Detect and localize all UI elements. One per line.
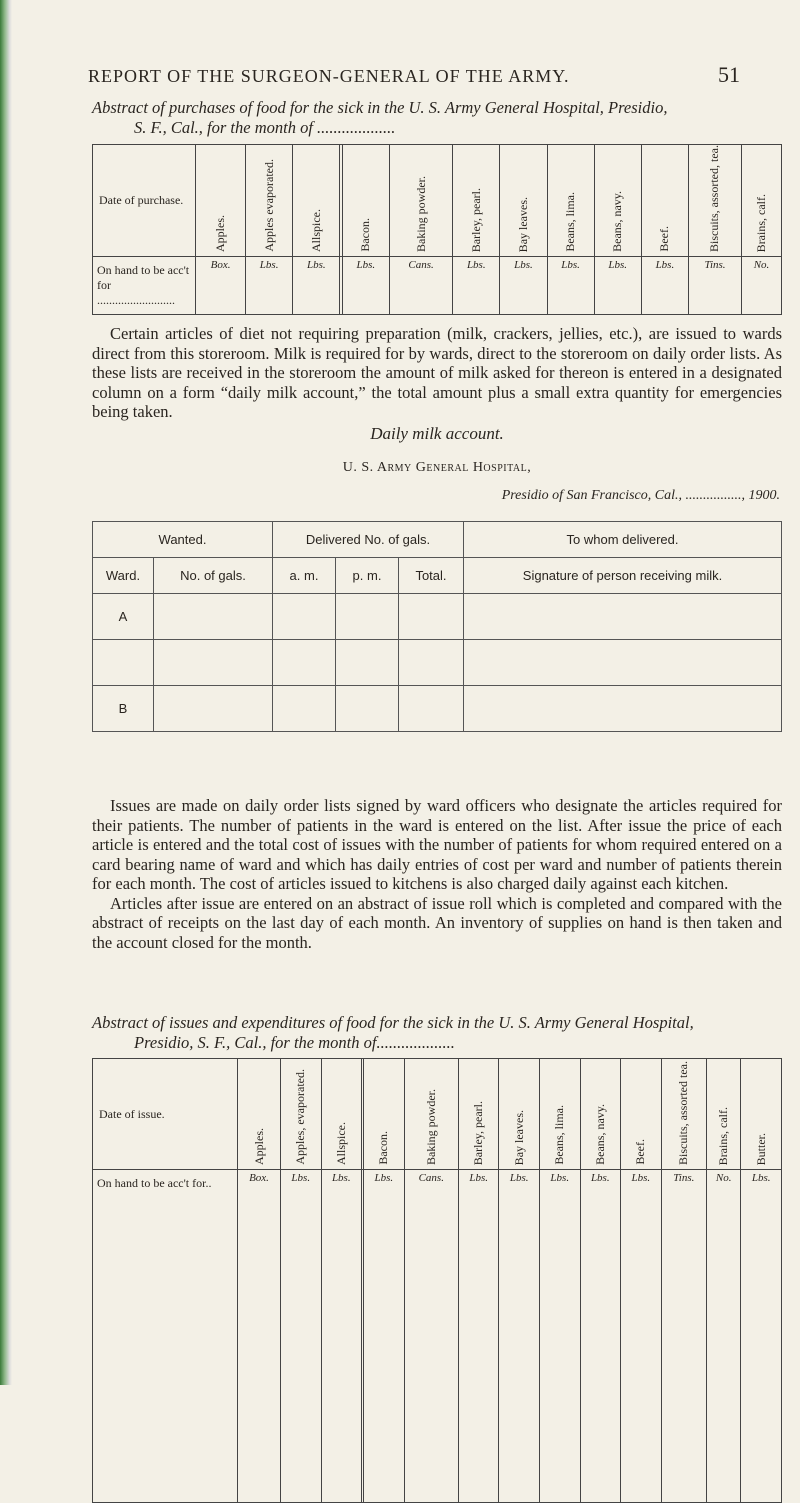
issues-row-label: On hand to be acc't for..	[93, 1170, 238, 1503]
issues-column-header	[458, 1059, 499, 1170]
issues-unit-cell: Lbs.	[321, 1170, 362, 1503]
issues-column-header	[404, 1059, 458, 1170]
issues-column-header	[741, 1059, 782, 1170]
issues-unit-cell: Lbs.	[621, 1170, 662, 1503]
purchases-column-label: Allspice.	[308, 208, 323, 252]
issues-column-header	[281, 1059, 322, 1170]
purchases-date-header: Date of purchase.	[93, 145, 196, 257]
purchases-unit-cell: Tins.	[688, 256, 741, 314]
issues-unit-cell: Cans.	[404, 1170, 458, 1503]
milk-head-whom: To whom delivered.	[464, 522, 782, 558]
purchases-column-label: Beans, navy.	[610, 191, 625, 252]
issues-unit-cell: Lbs.	[364, 1170, 405, 1503]
issues-row-on-hand	[93, 1170, 782, 1503]
paragraph-milk-intro-text: Certain articles of diet not requiring preparation (milk, crackers, jellies, etc.), are issued to wards direct from this storeroom. Milk is required for by wards, direct to the storeroom on daily order lists. As these lists are received in the storeroom the amount of milk asked for thereon is entered in a designated column on a form “daily milk account,” the total amount plus a small extra quantity for emergencies being taken.	[92, 324, 782, 421]
purchases-column-header	[594, 145, 641, 257]
milk-sub-gals: No. of gals.	[154, 558, 273, 594]
purchases-unit-cell: Lbs.	[594, 256, 641, 314]
issues-caption-line2: Presidio, S. F., Cal., for the month of...................	[134, 1033, 455, 1052]
milk-account-hospital: U. S. Army General Hospital,	[342, 460, 532, 475]
purchases-caption-line2: S. F., Cal., for the month of ...................	[134, 118, 396, 137]
milk-sub-pm: p. m.	[336, 558, 399, 594]
issues-column-label: Beans, navy.	[592, 1104, 607, 1165]
purchases-column-header	[500, 145, 547, 257]
milk-sub-signature: Signature of person receiving milk.	[464, 558, 782, 594]
purchases-table	[92, 144, 782, 315]
purchases-header-row	[93, 145, 782, 257]
issues-date-header: Date of issue.	[93, 1059, 238, 1170]
milk-row-b-label: B	[93, 686, 154, 732]
purchases-column-label: Bacon.	[358, 218, 373, 252]
issues-unit-cell: Lbs.	[580, 1170, 621, 1503]
paragraph-issues-text: Issues are made on daily order lists signed by ward officers who designate the articles required for their patients. The number of patients in the ward is entered on the list. After issue the price of each article is entered and the total cost of issues with the number of patients for whom required entered on a card bearing name of ward and which has daily entries of cost per ward and number of patients therein for each month. The cost of articles issued to kitchens is also charged daily against each kitchen.	[92, 796, 782, 893]
issues-column-header	[364, 1059, 405, 1170]
purchases-row-label: On hand to be acc't for ..........................	[93, 256, 196, 314]
issues-column-header	[321, 1059, 362, 1170]
purchases-column-label: Brains, calf.	[754, 193, 768, 252]
issues-column-label: Apples.	[251, 1128, 266, 1165]
purchases-column-label: Biscuits, assorted, tea.	[707, 145, 722, 252]
issues-column-header	[580, 1059, 621, 1170]
purchases-row-on-hand	[93, 256, 782, 314]
issues-unit-cell: Tins.	[661, 1170, 707, 1503]
purchases-unit-cell: Lbs.	[342, 256, 389, 314]
purchases-column-label: Bay leaves.	[515, 196, 530, 252]
purchases-column-label: Beans, lima.	[563, 192, 578, 252]
paragraph-issues	[92, 796, 782, 952]
purchases-column-header	[688, 145, 741, 257]
purchases-column-header	[641, 145, 688, 257]
issues-column-label: Baking powder.	[423, 1089, 438, 1165]
purchases-column-label: Baking powder.	[413, 175, 428, 252]
purchases-column-header	[453, 145, 500, 257]
purchases-unit-cell: Lbs.	[453, 256, 500, 314]
purchases-column-header	[547, 145, 594, 257]
issues-column-header	[621, 1059, 662, 1170]
purchases-unit-cell: Cans.	[389, 256, 452, 314]
issues-column-header	[707, 1059, 741, 1170]
purchases-column-header	[293, 145, 340, 257]
purchases-unit-cell: Lbs.	[246, 256, 293, 314]
purchases-unit-cell: Lbs.	[293, 256, 340, 314]
purchases-caption-line1: Abstract of purchases of food for the sick in the U. S. Army General Hospital, Presidio,	[92, 98, 668, 117]
issues-caption	[92, 1013, 782, 1053]
milk-row-a	[93, 594, 782, 640]
purchases-unit-cell: Box.	[196, 256, 246, 314]
milk-account-place-date: Presidio of San Francisco, Cal., ................, 1900.	[501, 488, 780, 503]
issues-caption-line1: Abstract of issues and expenditures of food for the sick in the U. S. Army General Hospital,	[92, 1013, 694, 1032]
purchases-unit-cell: No.	[742, 256, 782, 314]
purchases-column-header	[342, 145, 389, 257]
issues-column-label: Apples, evaporated.	[293, 1069, 308, 1165]
milk-account-table	[92, 521, 782, 732]
issues-unit-cell: Box.	[238, 1170, 281, 1503]
milk-sub-am: a. m.	[273, 558, 336, 594]
issues-header-row	[93, 1059, 782, 1170]
issues-column-header	[540, 1059, 581, 1170]
issues-unit-cell: Lbs.	[741, 1170, 782, 1503]
issues-table	[92, 1058, 782, 1503]
purchases-caption	[92, 98, 782, 138]
issues-unit-cell: Lbs.	[458, 1170, 499, 1503]
purchases-column-label: Apples.	[213, 214, 228, 252]
purchases-column-header	[742, 145, 782, 257]
page-number: 51	[718, 62, 740, 87]
purchases-column-header	[389, 145, 452, 257]
purchases-column-header	[246, 145, 293, 257]
paragraph-milk-intro	[92, 324, 782, 422]
issues-column-label: Brains, calf.	[716, 1106, 731, 1165]
running-title: REPORT OF THE SURGEON-GENERAL OF THE ARMY.	[88, 66, 570, 86]
issues-column-header	[661, 1059, 707, 1170]
purchases-unit-cell: Lbs.	[641, 256, 688, 314]
purchases-column-label: Beef.	[657, 226, 672, 252]
milk-row-blank	[93, 640, 782, 686]
milk-row-a-label: A	[93, 594, 154, 640]
issues-column-label: Beans, lima.	[552, 1105, 567, 1165]
purchases-column-label: Apples evaporated.	[261, 159, 276, 252]
milk-row-b	[93, 686, 782, 732]
issues-unit-cell: No.	[707, 1170, 741, 1503]
milk-account-title: Daily milk account.	[370, 424, 504, 443]
milk-sub-ward: Ward.	[93, 558, 154, 594]
issues-column-label: Butter.	[753, 1132, 768, 1165]
purchases-unit-cell: Lbs.	[547, 256, 594, 314]
milk-head-wanted: Wanted.	[93, 522, 273, 558]
issues-column-label: Allspice.	[333, 1122, 348, 1165]
issues-column-header	[499, 1059, 540, 1170]
issues-column-label: Biscuits, assorted tea.	[676, 1061, 691, 1165]
purchases-column-header	[196, 145, 246, 257]
issues-column-label: Bacon.	[376, 1131, 391, 1165]
issues-column-label: Beef.	[633, 1139, 648, 1165]
page-binding-edge	[0, 0, 12, 1385]
milk-head-delivered: Delivered No. of gals.	[273, 522, 464, 558]
milk-sub-total: Total.	[399, 558, 464, 594]
issues-column-label: Barley, pearl.	[471, 1100, 486, 1165]
issues-unit-cell: Lbs.	[540, 1170, 581, 1503]
purchases-column-label: Barley, pearl.	[468, 187, 483, 252]
issues-unit-cell: Lbs.	[499, 1170, 540, 1503]
paragraph-abstract-text: Articles after issue are entered on an abstract of issue roll which is completed and compared with the abstract of receipts on the last day of each month. An inventory of supplies on hand is then taken and the account closed for the month.	[92, 893, 782, 952]
issues-column-header	[238, 1059, 281, 1170]
issues-column-label: Bay leaves.	[511, 1109, 526, 1165]
purchases-unit-cell: Lbs.	[500, 256, 547, 314]
issues-unit-cell: Lbs.	[281, 1170, 322, 1503]
